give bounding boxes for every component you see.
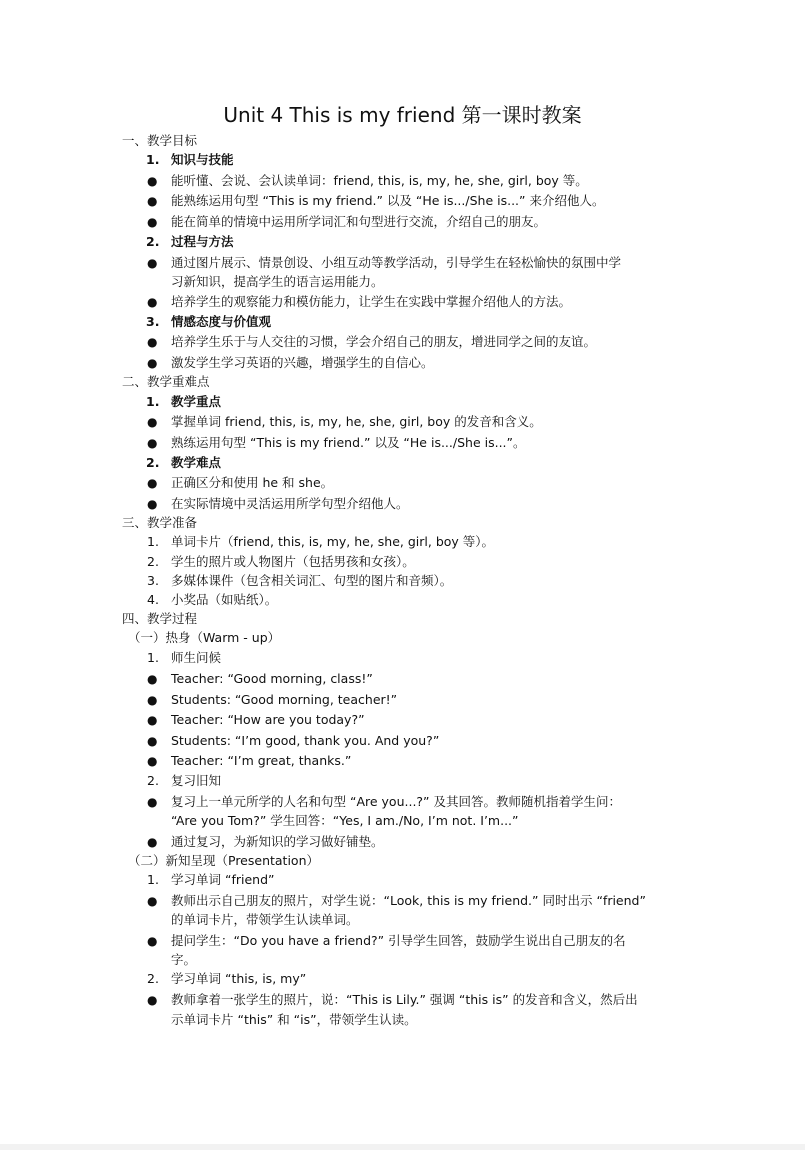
subheading [146, 392, 221, 412]
item-number: 2. [147, 971, 159, 986]
list-item [147, 171, 588, 191]
list-item-text: 掌握单词 friend, this, is, my, he, she, girl, boy 的发音和含义。 [171, 414, 542, 429]
list-item-text: Teacher: “Good morning, class!” [171, 671, 373, 686]
list-item [147, 332, 596, 352]
list-item-continuation: “Are you Tom?” 学生回答：“Yes, I am./No, I’m not. I’m...” [171, 813, 519, 828]
numbered-item [147, 870, 275, 890]
item-text: 师生问候 [171, 650, 222, 665]
bullet-icon: ● [147, 415, 158, 429]
list-item-continuation: 习新知识，提高学生的语言运用能力。 [171, 274, 384, 289]
list-item [147, 731, 439, 751]
numbered-item [147, 969, 306, 989]
list-item-continuation: 的单词卡片，带领学生认读单词。 [171, 912, 359, 927]
list-item-text: 通过复习，为新知识的学习做好铺垫。 [171, 834, 384, 849]
subheading-label: 教学重点 [171, 394, 222, 409]
list-item [147, 494, 409, 514]
item-number: 2. [147, 554, 159, 569]
list-item [147, 412, 542, 432]
subheading-number: 2. [146, 234, 160, 249]
subheading [146, 150, 234, 170]
document-title: Unit 4 This is my friend 第一课时教案 [223, 103, 582, 127]
list-item [147, 669, 373, 689]
list-item-text: 提问学生：“Do you have a friend?” 引导学生回答，鼓励学生说出自己朋友的名 [171, 933, 626, 948]
list-item-continuation: 字。 [171, 952, 197, 967]
item-text: 单词卡片（friend, this, is, my, he, she, girl, boy 等）。 [171, 534, 495, 549]
subheading-number: 3. [146, 314, 160, 329]
subheading-label: 教学难点 [171, 455, 222, 470]
subheading-number: 2. [146, 455, 160, 470]
list-item [147, 292, 571, 312]
list-item-text: Teacher: “How are you today?” [171, 712, 365, 727]
list-item-text: 教师出示自己朋友的照片，对学生说：“Look, this is my friend.” 同时出示 “friend” [171, 893, 646, 908]
section-heading: 一、教学目标 [122, 133, 198, 148]
list-item [147, 990, 638, 1010]
part-heading: （一）热身（Warm - up） [128, 630, 281, 645]
subheading-label: 过程与方法 [171, 234, 234, 249]
bullet-icon: ● [147, 734, 158, 748]
subheading-label: 情感态度与价值观 [171, 314, 272, 329]
list-item-text: 复习上一单元所学的人名和句型 “Are you...?” 及其回答。教师随机指着学生问： [171, 794, 622, 809]
item-text: 学习单词 “friend” [171, 872, 275, 887]
list-item-text: 能听懂、会说、会认读单词：friend, this, is, my, he, she, girl, boy 等。 [171, 173, 588, 188]
part-heading: （二）新知呈现（Presentation） [128, 853, 320, 868]
item-text: 复习旧知 [171, 773, 222, 788]
list-item-continuation: 示单词卡片 “this” 和 “is”，带领学生认读。 [171, 1012, 417, 1027]
list-item [147, 710, 365, 730]
bullet-icon: ● [147, 934, 158, 948]
subheading-number: 1. [146, 394, 160, 409]
numbered-item [147, 590, 277, 610]
bullet-icon: ● [147, 795, 158, 809]
item-number: 1. [147, 650, 159, 665]
list-item-text: 正确区分和使用 he 和 she。 [171, 475, 334, 490]
bullet-icon: ● [147, 356, 158, 370]
bullet-icon: ● [147, 713, 158, 727]
list-item-text: 培养学生乐于与人交往的习惯，学会介绍自己的朋友，增进同学之间的友谊。 [171, 334, 597, 349]
bullet-icon: ● [147, 993, 158, 1007]
list-item [147, 931, 626, 951]
item-number: 4. [147, 592, 159, 607]
list-item [147, 891, 646, 911]
list-item [147, 191, 604, 211]
list-item-text: 在实际情境中灵活运用所学句型介绍他人。 [171, 496, 409, 511]
subheading [146, 453, 221, 473]
subheading-number: 1. [146, 152, 160, 167]
numbered-item [147, 532, 494, 552]
bullet-icon: ● [147, 476, 158, 490]
bullet-icon: ● [147, 693, 158, 707]
list-item [147, 353, 434, 373]
bullet-icon: ● [147, 497, 158, 511]
numbered-item [147, 771, 221, 791]
list-item [147, 751, 351, 771]
list-item [147, 832, 384, 852]
bullet-icon: ● [147, 335, 158, 349]
bullet-icon: ● [147, 894, 158, 908]
numbered-item [147, 571, 452, 591]
bullet-icon: ● [147, 194, 158, 208]
list-item-text: 能在简单的情境中运用所学词汇和句型进行交流，介绍自己的朋友。 [171, 214, 547, 229]
item-text: 小奖品（如贴纸）。 [171, 592, 278, 607]
list-item-text: Students: “I’m good, thank you. And you?” [171, 733, 440, 748]
section-heading: 四、教学过程 [122, 611, 198, 626]
item-number: 1. [147, 872, 159, 887]
subheading [146, 232, 234, 252]
section-heading: 三、教学准备 [122, 515, 198, 530]
list-item-text: 能熟练运用句型 “This is my friend.” 以及 “He is.../She is...” 来介绍他人。 [171, 193, 605, 208]
bullet-icon: ● [147, 256, 158, 270]
list-item [147, 792, 621, 812]
list-item-text: 激发学生学习英语的兴趣，增强学生的自信心。 [171, 355, 434, 370]
bullet-icon: ● [147, 295, 158, 309]
list-item [147, 253, 621, 273]
list-item-text: 培养学生的观察能力和模仿能力，让学生在实践中掌握介绍他人的方法。 [171, 294, 572, 309]
bullet-icon: ● [147, 174, 158, 188]
bullet-icon: ● [147, 215, 158, 229]
list-item-text: Students: “Good morning, teacher!” [171, 692, 398, 707]
item-number: 3. [147, 573, 159, 588]
bullet-icon: ● [147, 672, 158, 686]
list-item-text: 熟练运用句型 “This is my friend.” 以及 “He is.../She is...”。 [171, 435, 526, 450]
list-item [147, 433, 526, 453]
bullet-icon: ● [147, 436, 158, 450]
bullet-icon: ● [147, 835, 158, 849]
list-item-text: 教师拿着一张学生的照片，说：“This is Lily.” 强调 “this is” 的发音和含义，然后出 [171, 992, 638, 1007]
numbered-item [147, 552, 415, 572]
item-text: 学生的照片或人物图片（包括男孩和女孩）。 [171, 554, 415, 569]
item-number: 1. [147, 534, 159, 549]
bullet-icon: ● [147, 754, 158, 768]
list-item-text: 通过图片展示、情景创设、小组互动等教学活动，引导学生在轻松愉快的氛围中学 [171, 255, 622, 270]
subheading-label: 知识与技能 [171, 152, 234, 167]
item-text: 多媒体课件（包含相关词汇、句型的图片和音频）。 [171, 573, 453, 588]
subheading [146, 312, 271, 332]
list-item [147, 473, 333, 493]
item-number: 2. [147, 773, 159, 788]
item-text: 学习单词 “this, is, my” [171, 971, 307, 986]
list-item-text: Teacher: “I’m great, thanks.” [171, 753, 352, 768]
list-item [147, 212, 546, 232]
section-heading: 二、教学重难点 [122, 374, 210, 389]
list-item [147, 690, 397, 710]
numbered-item [147, 648, 221, 668]
